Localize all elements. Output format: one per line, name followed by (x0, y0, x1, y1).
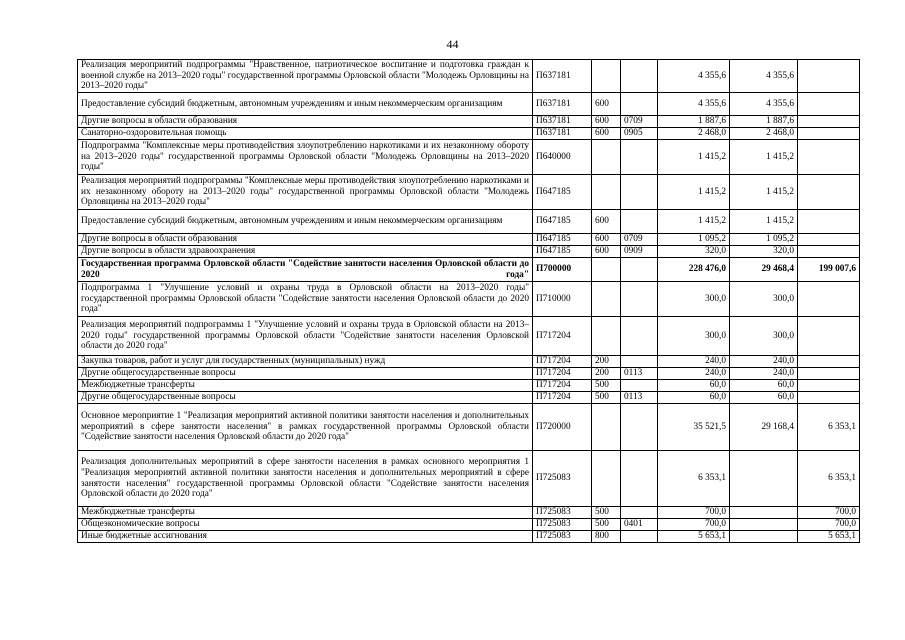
section-code-cell (621, 93, 658, 116)
amount-3-cell (798, 175, 860, 210)
amount-2-cell: 1 415,2 (730, 210, 798, 234)
expense-type-cell: 600 (592, 128, 621, 140)
table-row (78, 282, 860, 317)
item-name-cell: Реализация дополнительных мероприятий в сфере занятости населения в рамках основного мероприятия 1 "Реализация мероприятий активной политики занятости населения и дополнительных мероприятий в сфере занятости населения" государственной программы Орловской области "Содействие занятости населения Орловской области до 2020 года" (78, 451, 533, 507)
target-code-cell: П637181 (533, 60, 592, 93)
amount-3-cell (798, 140, 860, 175)
total-amount-cell: 1 415,2 (658, 140, 730, 175)
table-row (78, 507, 860, 519)
table-row (78, 519, 860, 531)
item-name-cell: Другие вопросы в области здравоохранения (78, 246, 533, 258)
total-amount-cell: 240,0 (658, 368, 730, 380)
item-name-cell: Государственная программа Орловской области "Содействие занятости населения Орловской области до 2020 года" (78, 258, 533, 282)
item-name-cell: Другие вопросы в области образования (78, 116, 533, 128)
item-name-cell: Другие вопросы в области образования (78, 234, 533, 246)
expense-type-cell (592, 140, 621, 175)
table-row (78, 404, 860, 451)
target-code-cell: П717204 (533, 368, 592, 380)
expense-type-cell: 200 (592, 356, 621, 368)
section-code-cell: 0905 (621, 128, 658, 140)
amount-3-cell (798, 380, 860, 392)
total-amount-cell: 228 476,0 (658, 258, 730, 282)
total-amount-cell: 60,0 (658, 380, 730, 392)
table-row (78, 210, 860, 234)
total-amount-cell: 700,0 (658, 507, 730, 519)
expense-type-cell (592, 451, 621, 507)
target-code-cell: П637181 (533, 128, 592, 140)
amount-3-cell (798, 210, 860, 234)
item-name-cell: Реализация мероприятий подпрограммы 1 "Улучшение условий и охраны труда в Орловской области на 2013–2020 годы" государственной программы Орловской области "Содействие занятости населения Орловской области до 2020 года" (78, 317, 533, 356)
target-code-cell: П720000 (533, 404, 592, 451)
target-code-cell: П725083 (533, 507, 592, 519)
table-row (78, 258, 860, 282)
table-row (78, 175, 860, 210)
amount-3-cell: 6 353,1 (798, 451, 860, 507)
expense-type-cell (592, 60, 621, 93)
section-code-cell: 0113 (621, 368, 658, 380)
total-amount-cell: 240,0 (658, 356, 730, 368)
item-name-cell: Другие общегосударственные вопросы (78, 368, 533, 380)
total-amount-cell: 1 415,2 (658, 210, 730, 234)
item-name-cell: Иные бюджетные ассигнования (78, 531, 533, 543)
target-code-cell: П725083 (533, 451, 592, 507)
amount-2-cell: 4 355,6 (730, 60, 798, 93)
expense-type-cell: 500 (592, 507, 621, 519)
table-row (78, 531, 860, 543)
total-amount-cell: 1 095,2 (658, 234, 730, 246)
expense-type-cell: 600 (592, 116, 621, 128)
amount-3-cell: 199 007,6 (798, 258, 860, 282)
amount-2-cell: 29 168,4 (730, 404, 798, 451)
total-amount-cell: 1 887,6 (658, 116, 730, 128)
item-name-cell: Закупка товаров, работ и услуг для государственных (муниципальных) нужд (78, 356, 533, 368)
expense-type-cell (592, 317, 621, 356)
target-code-cell: П647185 (533, 234, 592, 246)
target-code-cell: П717204 (533, 380, 592, 392)
table-body (78, 60, 860, 543)
amount-2-cell: 4 355,6 (730, 93, 798, 116)
target-code-cell: П717204 (533, 317, 592, 356)
amount-3-cell: 700,0 (798, 519, 860, 531)
total-amount-cell: 35 521,5 (658, 404, 730, 451)
section-code-cell (621, 356, 658, 368)
section-code-cell (621, 451, 658, 507)
section-code-cell (621, 380, 658, 392)
table-row (78, 234, 860, 246)
total-amount-cell: 300,0 (658, 317, 730, 356)
amount-3-cell (798, 60, 860, 93)
target-code-cell: П647185 (533, 175, 592, 210)
expense-type-cell: 600 (592, 93, 621, 116)
amount-3-cell (798, 317, 860, 356)
table-row (78, 451, 860, 507)
target-code-cell: П710000 (533, 282, 592, 317)
section-code-cell (621, 507, 658, 519)
section-code-cell: 0709 (621, 234, 658, 246)
amount-2-cell (730, 531, 798, 543)
table-row (78, 246, 860, 258)
item-name-cell: Реализация мероприятий подпрограммы "Нравственное, патриотическое воспитание и подготовка граждан к военной службе на 2013–2020 годы" государственной программы Орловской области "Молодежь Орловщины на 2013–2020 годы" (78, 60, 533, 93)
item-name-cell: Межбюджетные трансферты (78, 380, 533, 392)
item-name-cell: Другие общегосударственные вопросы (78, 392, 533, 404)
amount-2-cell: 300,0 (730, 282, 798, 317)
table-row (78, 380, 860, 392)
amount-2-cell: 60,0 (730, 380, 798, 392)
target-code-cell: П637181 (533, 93, 592, 116)
table-row (78, 368, 860, 380)
target-code-cell: П717204 (533, 356, 592, 368)
amount-2-cell: 29 468,4 (730, 258, 798, 282)
section-code-cell (621, 258, 658, 282)
amount-3-cell: 5 653,1 (798, 531, 860, 543)
target-code-cell: П717204 (533, 392, 592, 404)
section-code-cell (621, 282, 658, 317)
target-code-cell: П725083 (533, 519, 592, 531)
expense-type-cell: 500 (592, 380, 621, 392)
amount-2-cell: 320,0 (730, 246, 798, 258)
table-row (78, 392, 860, 404)
table-row (78, 356, 860, 368)
item-name-cell: Основное мероприятие 1 "Реализация мероприятий активной политики занятости населения и дополнительных мероприятий в сфере занятости населения" в рамках государственной программы Орловской области "Содействие занятости населения Орловской области до 2020 года" (78, 404, 533, 451)
amount-3-cell (798, 282, 860, 317)
amount-2-cell: 2 468,0 (730, 128, 798, 140)
total-amount-cell: 2 468,0 (658, 128, 730, 140)
amount-3-cell (798, 368, 860, 380)
amount-2-cell: 1 415,2 (730, 175, 798, 210)
expense-type-cell: 500 (592, 519, 621, 531)
amount-3-cell (798, 93, 860, 116)
expense-type-cell (592, 282, 621, 317)
item-name-cell: Подпрограмма 1 "Улучшение условий и охраны труда в Орловской области на 2013–2020 годы" государственной программы Орловской области "Содействие занятости населения Орловской области до 2020 года" (78, 282, 533, 317)
amount-2-cell (730, 451, 798, 507)
section-code-cell: 0709 (621, 116, 658, 128)
section-code-cell: 0401 (621, 519, 658, 531)
section-code-cell (621, 317, 658, 356)
amount-3-cell (798, 128, 860, 140)
total-amount-cell: 4 355,6 (658, 93, 730, 116)
expense-type-cell: 600 (592, 234, 621, 246)
amount-3-cell (798, 234, 860, 246)
section-code-cell: 0113 (621, 392, 658, 404)
total-amount-cell: 6 353,1 (658, 451, 730, 507)
amount-3-cell (798, 116, 860, 128)
expense-type-cell: 800 (592, 531, 621, 543)
amount-2-cell: 300,0 (730, 317, 798, 356)
total-amount-cell: 700,0 (658, 519, 730, 531)
total-amount-cell: 1 415,2 (658, 175, 730, 210)
section-code-cell (621, 175, 658, 210)
target-code-cell: П725083 (533, 531, 592, 543)
item-name-cell: Предоставление субсидий бюджетным, автономным учреждениям и иным некоммерческим организациям (78, 210, 533, 234)
item-name-cell: Общеэкономические вопросы (78, 519, 533, 531)
expense-type-cell (592, 175, 621, 210)
table-row (78, 93, 860, 116)
section-code-cell (621, 404, 658, 451)
item-name-cell: Подпрограмма "Комплексные меры противодействия злоупотреблению наркотиками и их незаконному обороту на 2013–2020 годы" государственной программы Орловской области "Молодежь Орловщины на 2013–2020 годы" (78, 140, 533, 175)
amount-3-cell: 700,0 (798, 507, 860, 519)
total-amount-cell: 300,0 (658, 282, 730, 317)
target-code-cell: П637181 (533, 116, 592, 128)
section-code-cell: 0909 (621, 246, 658, 258)
amount-2-cell: 1 095,2 (730, 234, 798, 246)
item-name-cell: Межбюджетные трансферты (78, 507, 533, 519)
table-row (78, 60, 860, 93)
amount-2-cell: 1 415,2 (730, 140, 798, 175)
total-amount-cell: 320,0 (658, 246, 730, 258)
amount-2-cell (730, 519, 798, 531)
total-amount-cell: 5 653,1 (658, 531, 730, 543)
expense-type-cell: 600 (592, 246, 621, 258)
item-name-cell: Санаторно-оздоровительная помощь (78, 128, 533, 140)
target-code-cell: П700000 (533, 258, 592, 282)
table-row (78, 317, 860, 356)
total-amount-cell: 60,0 (658, 392, 730, 404)
section-code-cell (621, 531, 658, 543)
expense-type-cell: 500 (592, 392, 621, 404)
table-row (78, 128, 860, 140)
amount-3-cell (798, 246, 860, 258)
section-code-cell (621, 140, 658, 175)
amount-3-cell: 6 353,1 (798, 404, 860, 451)
table-row (78, 140, 860, 175)
total-amount-cell: 4 355,6 (658, 60, 730, 93)
expense-type-cell (592, 258, 621, 282)
budget-table (77, 59, 860, 543)
item-name-cell: Предоставление субсидий бюджетным, автономным учреждениям и иным некоммерческим организациям (78, 93, 533, 116)
amount-2-cell: 60,0 (730, 392, 798, 404)
expense-type-cell: 600 (592, 210, 621, 234)
amount-2-cell: 240,0 (730, 368, 798, 380)
amount-2-cell: 1 887,6 (730, 116, 798, 128)
amount-2-cell: 240,0 (730, 356, 798, 368)
section-code-cell (621, 60, 658, 93)
amount-3-cell (798, 356, 860, 368)
target-code-cell: П647185 (533, 210, 592, 234)
expense-type-cell: 200 (592, 368, 621, 380)
target-code-cell: П640000 (533, 140, 592, 175)
item-name-cell: Реализация мероприятий подпрограммы "Комплексные меры противодействия злоупотреблению наркотиками и их незаконному обороту на 2013–2020 годы" государственной программы Орловской области "Молодежь Орловщины на 2013–2020 годы" (78, 175, 533, 210)
amount-3-cell (798, 392, 860, 404)
expense-type-cell (592, 404, 621, 451)
section-code-cell (621, 210, 658, 234)
amount-2-cell (730, 507, 798, 519)
table-row (78, 116, 860, 128)
target-code-cell: П647185 (533, 246, 592, 258)
page-number: 44 (446, 37, 459, 51)
